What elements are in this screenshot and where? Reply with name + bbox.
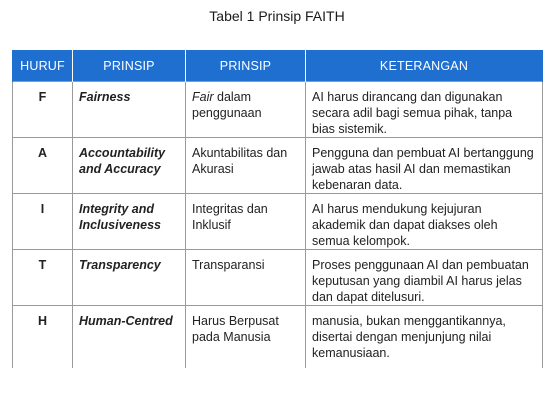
principle-id-text: Harus Berpusat pada Manusia xyxy=(192,314,279,344)
letter-cell: I xyxy=(13,194,73,250)
principle-en-cell: Fairness xyxy=(73,82,186,138)
table-row xyxy=(13,306,543,368)
letter-cell: F xyxy=(13,82,73,138)
header-prinsip-en: PRINSIP xyxy=(73,50,186,82)
letter-cell: A xyxy=(13,138,73,194)
principle-id-cell xyxy=(186,306,306,368)
header-keterangan: KETERANGAN xyxy=(306,50,543,82)
description-cell: Pengguna dan pembuat AI bertanggung jawab atas hasil AI dan memastikan kebenaran data. xyxy=(306,138,543,194)
table-header-row xyxy=(13,50,543,82)
header-prinsip-id: PRINSIP xyxy=(186,50,306,82)
principle-en-cell: Integrity and Inclusiveness xyxy=(73,194,186,250)
principle-id-cell xyxy=(186,194,306,250)
principle-id-emphasis: Fair xyxy=(192,90,214,104)
principle-en-cell: Accountability and Accuracy xyxy=(73,138,186,194)
table-row xyxy=(13,138,543,194)
principle-id-text: Transparansi xyxy=(192,258,265,272)
principle-id-text: dalam penggunaan xyxy=(192,90,262,120)
table-row xyxy=(13,194,543,250)
principle-id-cell xyxy=(186,82,306,138)
description-cell: AI harus dirancang dan digunakan secara adil bagi semua pihak, tanpa bias sistemik. xyxy=(306,82,543,138)
principle-id-text: Akuntabilitas dan Akurasi xyxy=(192,146,288,176)
header-huruf: HURUF xyxy=(13,50,73,82)
table-row xyxy=(13,82,543,138)
principle-en-cell: Human-Centred xyxy=(73,306,186,368)
description-cell: AI harus mendukung kejujuran akademik dan dapat diakses oleh semua kelompok. xyxy=(306,194,543,250)
faith-principles-table xyxy=(12,50,543,368)
principle-id-cell xyxy=(186,250,306,306)
description-cell: manusia, bukan menggantikannya, disertai dengan menjunjung nilai kemanusiaan. xyxy=(306,306,543,368)
table-row xyxy=(13,250,543,306)
letter-cell: H xyxy=(13,306,73,368)
letter-cell: T xyxy=(13,250,73,306)
table-title: Tabel 1 Prinsip FAITH xyxy=(209,8,345,24)
principle-id-cell xyxy=(186,138,306,194)
description-cell: Proses penggunaan AI dan pembuatan keputusan yang diambil AI harus jelas dan dapat ditelusuri. xyxy=(306,250,543,306)
principle-id-text: Integritas dan Inklusif xyxy=(192,202,268,232)
principle-en-cell: Transparency xyxy=(73,250,186,306)
